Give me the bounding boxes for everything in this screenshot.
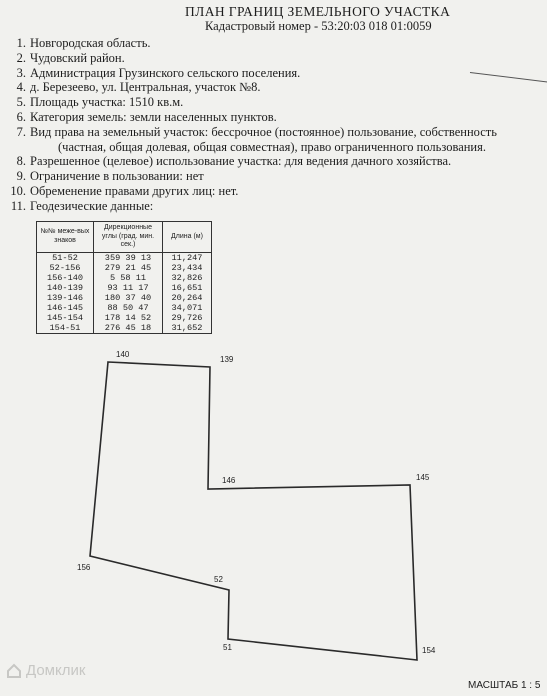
row-marks: 156-140 (37, 273, 94, 283)
point-label-51: 51 (223, 643, 232, 652)
row-angle: 93 11 17 (94, 283, 163, 293)
boundary-plan (0, 340, 547, 680)
row-marks: 146-145 (37, 303, 94, 313)
row-angle: 279 21 45 (94, 263, 163, 273)
table-row (37, 263, 212, 273)
list-item: 7. Вид права на земельный участок: бессрочное (постоянное) пользование, собственность (частная, общая долевая, общая совместная), право ограниченного пользования. (16, 124, 497, 154)
list-item: 1. Новгородская область. (16, 36, 151, 50)
row-angle: 88 50 47 (94, 303, 163, 313)
row-length: 29,726 (163, 313, 212, 323)
list-item: 6. Категория земель: земли населенных пунктов. (16, 109, 277, 124)
watermark (6, 662, 85, 679)
watermark-text: Домклик (26, 662, 86, 679)
row-marks: 140-139 (37, 283, 94, 293)
table-header-length: Длина (м) (163, 222, 212, 253)
row-length: 11,247 (163, 252, 212, 263)
table-header-marks: №№ меже-вых знаков (37, 222, 94, 253)
list-item: 10. Обременение правами других лиц: нет. (10, 183, 239, 198)
cadastral-number: Кадастровый номер - 53:20:03 018 01:0059 (205, 19, 432, 33)
list-item: 8. Разрешенное (целевое) использование участка: для ведения дачного хозяйства. (16, 154, 452, 169)
table-row (37, 283, 212, 293)
table-row (37, 252, 212, 263)
point-label-52: 52 (214, 575, 223, 584)
row-angle: 5 58 11 (94, 273, 163, 283)
table-row (37, 303, 212, 313)
row-length: 34,071 (163, 303, 212, 313)
table-row (37, 293, 212, 303)
row-length: 16,651 (163, 283, 212, 293)
row-length: 20,264 (163, 293, 212, 303)
point-label-139: 139 (220, 355, 234, 364)
point-label-156: 156 (77, 563, 91, 572)
table-row (37, 323, 212, 334)
geodetic-table (36, 221, 212, 334)
table-row (37, 273, 212, 283)
row-marks: 139-146 (37, 293, 94, 303)
list-item: 5. Площадь участка: 1510 кв.м. (16, 95, 184, 110)
list-item: 3. Администрация Грузинского сельского поселения. (16, 65, 301, 80)
row-length: 23,434 (163, 263, 212, 273)
row-length: 31,652 (163, 323, 212, 334)
house-icon (6, 663, 22, 679)
row-length: 32,826 (163, 273, 212, 283)
point-label-146: 146 (222, 476, 236, 485)
scale-label: МАСШТАБ 1 : 5 (468, 680, 541, 691)
page-title: ПЛАН ГРАНИЦ ЗЕМЕЛЬНОГО УЧАСТКА (185, 4, 451, 19)
row-marks: 154-51 (37, 323, 94, 334)
list-item-continuation: (частная, общая долевая, общая совместная), право ограниченного пользования. (58, 139, 486, 154)
list-item: 2. Чудовский район. (16, 50, 125, 65)
point-label-140: 140 (116, 350, 130, 359)
table-header-angles: Дирекционные углы (град. мин. сек.) (94, 222, 163, 253)
row-angle: 180 37 40 (94, 293, 163, 303)
info-list (6, 36, 497, 214)
row-marks: 145-154 (37, 313, 94, 323)
row-marks: 52-156 (37, 263, 94, 273)
list-item: 9. Ограничение в пользовании: нет (16, 169, 204, 184)
point-label-145: 145 (416, 473, 430, 482)
table-row (37, 313, 212, 323)
point-label-154: 154 (422, 646, 436, 655)
row-angle: 276 45 18 (94, 323, 163, 334)
row-angle: 178 14 52 (94, 313, 163, 323)
row-angle: 359 39 13 (94, 252, 163, 263)
plot-boundary (90, 362, 417, 660)
list-item: 4. д. Березеево, ул. Центральная, участок №8. (16, 80, 261, 95)
list-item: 11. Геодезические данные: (10, 198, 154, 213)
row-marks: 51-52 (37, 252, 94, 263)
